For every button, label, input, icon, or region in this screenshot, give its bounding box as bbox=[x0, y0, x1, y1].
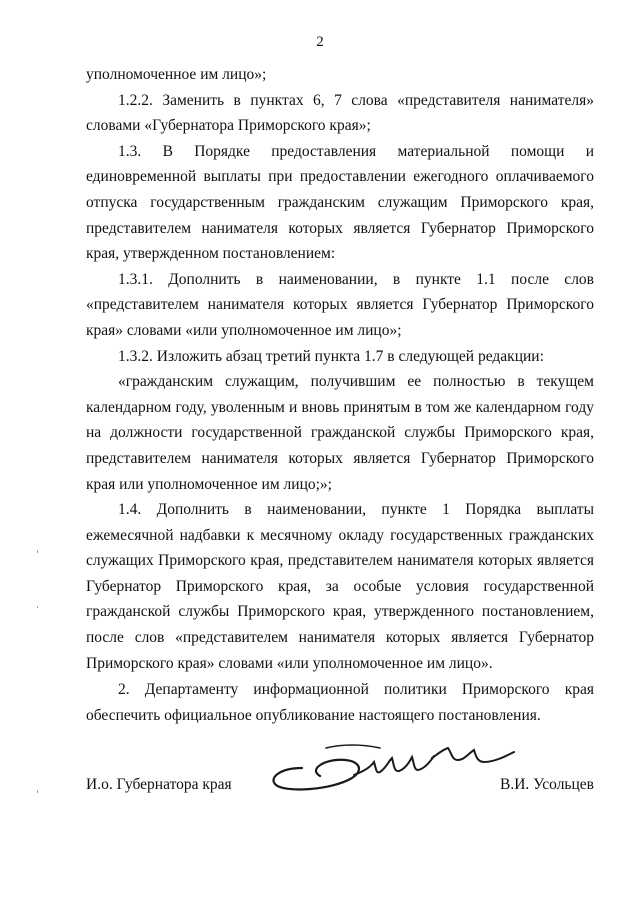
scan-margin-mark bbox=[37, 790, 38, 793]
signature-block bbox=[86, 776, 594, 798]
scan-margin-mark bbox=[37, 550, 38, 553]
paragraph-1-4: 1.4. Дополнить в наименовании, пункте 1 Порядка выплаты ежемесячной надбавки к месячному окладу государственных гражданских служащих Приморского края, представителем нанимателя которых является Губернатор Приморского края, за особые условия государственной гражданской службы Приморского края, утвержденного постановлением, после слов «представителем нанимателя которых является Губернатор Приморского края» словами «или уполномоченное им лицо». bbox=[86, 501, 594, 672]
signatory-name: В.И. Усольцев bbox=[500, 776, 594, 793]
paragraph-quoted-amendment: «гражданским служащим, получившим ее полностью в текущем календарном году, уволенным и вновь принятым в том же календарном году на должности государственной гражданской службы Приморского края, представителем нанимателя которых является Губернатор Приморского края или уполномоченное им лицо;»; bbox=[86, 373, 594, 493]
document-body bbox=[86, 62, 594, 728]
paragraph-1-3-2: 1.3.2. Изложить абзац третий пункта 1.7 в следующей редакции: bbox=[118, 347, 544, 365]
scan-margin-mark bbox=[37, 606, 38, 608]
paragraph-2: 2. Департаменту информационной политики Приморского края обеспечить официальное опубликование настоящего постановления. bbox=[86, 681, 594, 724]
paragraph-1-3-1: 1.3.1. Дополнить в наименовании, в пункте 1.1 после слов «представителем нанимателя которых является Губернатор Приморского края» словами «или уполномоченное им лицо»; bbox=[86, 270, 594, 339]
page-number: 2 bbox=[316, 34, 324, 50]
paragraph-1-3: 1.3. В Порядке предоставления материальной помощи и единовременной выплаты при предоставлении ежегодного оплачиваемого отпуска государственным гражданским служащим Приморского края, представителем нанимателя которых является Губернатор Приморского края, утвержденном постановлением: bbox=[86, 142, 594, 263]
paragraph-1-2-2: 1.2.2. Заменить в пунктах 6, 7 слова «представителя нанимателя» словами «Губернатора Приморского края»; bbox=[86, 91, 594, 135]
signatory-position: И.о. Губернатора края bbox=[86, 776, 232, 793]
paragraph-continuation: уполномоченное им лицо»; bbox=[86, 66, 267, 83]
